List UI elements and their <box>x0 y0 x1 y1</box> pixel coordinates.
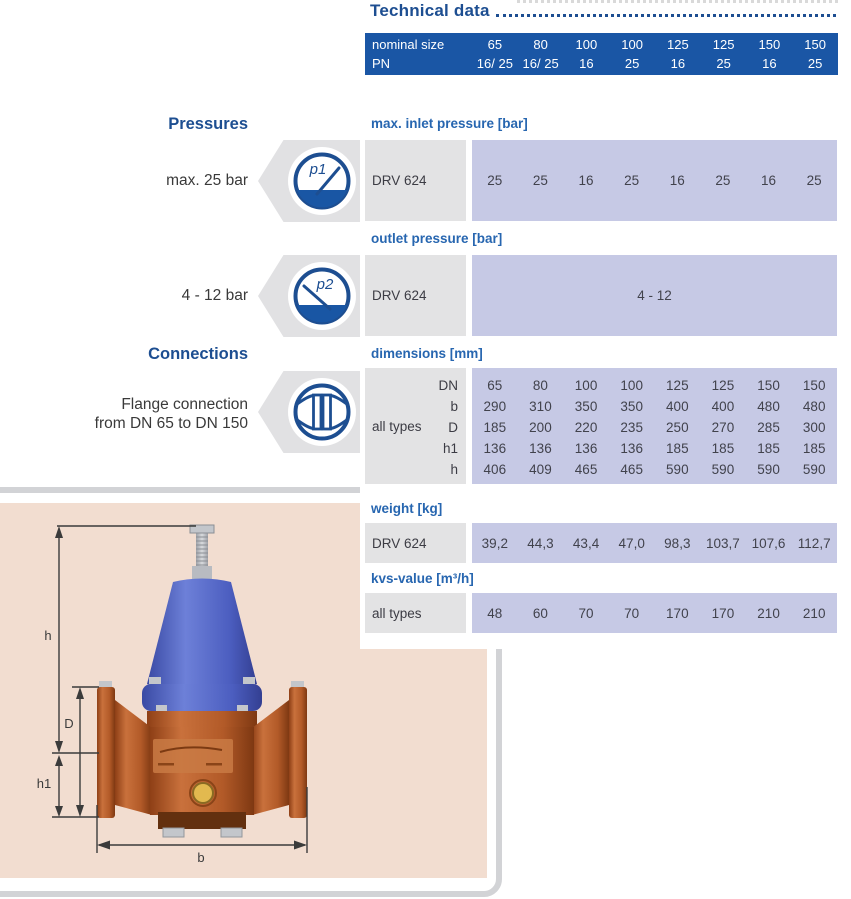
kvs-row <box>365 593 837 633</box>
nominal-size-table <box>365 33 838 75</box>
p2-label: p2 <box>316 276 334 293</box>
dimension-value: 310 <box>529 399 552 414</box>
nominal-size-value: 150 <box>758 37 781 52</box>
dimension-value: 65 <box>487 378 503 393</box>
dimension-value: 136 <box>620 441 643 456</box>
weight-value: 43,4 <box>572 535 600 551</box>
pn-value: 25 <box>624 56 640 71</box>
dimension-value: 125 <box>711 378 735 393</box>
inlet-pressure-value: 25 <box>806 173 822 188</box>
technical-data-column <box>365 0 838 660</box>
row-label: DRV 624 <box>365 255 466 336</box>
dimension-value: 136 <box>574 441 598 456</box>
dimension-value: 80 <box>532 378 548 393</box>
dimension-value: 406 <box>483 462 507 477</box>
kvs-value: 170 <box>666 605 689 621</box>
dim-row-h1 <box>472 438 837 459</box>
nominal-size-value: 125 <box>667 37 689 52</box>
dimension-value: 200 <box>529 420 552 435</box>
dim-name: h <box>450 462 458 477</box>
inlet-pressure-values <box>472 140 837 221</box>
weight-value: 98,3 <box>664 535 691 551</box>
dim-name: D <box>448 420 458 435</box>
pn-value: 16 <box>762 56 777 71</box>
dimension-value: 235 <box>620 420 643 435</box>
nominal-size-value: 80 <box>533 37 548 52</box>
outlet-pressure-label: outlet pressure [bar] <box>371 231 503 246</box>
title-dotted-line <box>496 14 836 17</box>
nominal-size-value: 125 <box>712 37 735 52</box>
row-label: PN <box>372 56 391 71</box>
dimension-value: 350 <box>620 399 643 414</box>
kvs-value: 210 <box>802 605 826 621</box>
flange-connection-line2: from DN 65 to DN 150 <box>94 415 248 432</box>
dimension-value: 136 <box>483 441 507 456</box>
title-row <box>370 1 838 21</box>
dimension-value: 590 <box>802 462 826 477</box>
pn-value: 16/ 25 <box>522 56 559 71</box>
pn-value: 16 <box>579 56 594 71</box>
inlet-pressure-value: 25 <box>624 173 640 188</box>
pn-value: 16 <box>670 56 686 71</box>
connections-heading: Connections <box>148 345 248 363</box>
kvs-value: 70 <box>578 605 594 621</box>
weight-value: 107,6 <box>751 535 786 551</box>
inlet-pressure-value: 25 <box>715 173 731 188</box>
p1-gauge-icon <box>284 143 360 219</box>
nominal-size-value: 100 <box>575 37 598 52</box>
kvs-value: 60 <box>532 605 548 621</box>
dimensions-row-head <box>365 368 466 484</box>
dimension-value: 590 <box>757 462 780 477</box>
inlet-pressure-value: 25 <box>532 173 548 188</box>
dimension-value: 590 <box>666 462 689 477</box>
flange-connection-icon <box>284 374 360 450</box>
row-label: all types <box>372 418 422 434</box>
weight-value: 39,2 <box>481 535 508 551</box>
weight-value: 112,7 <box>797 535 831 551</box>
kvs-value: 70 <box>624 605 640 621</box>
kvs-value: 170 <box>711 605 735 621</box>
dim-row-dn <box>472 375 837 396</box>
dimension-value: 220 <box>574 420 598 435</box>
p2-gauge-icon <box>284 258 360 334</box>
weight-value: 44,3 <box>527 535 554 551</box>
flange-connection-line1: Flange connection <box>121 396 248 413</box>
row-label: DRV 624 <box>365 523 466 563</box>
inlet-pressure-value: 16 <box>761 173 777 188</box>
kvs-values <box>472 593 837 633</box>
row-label: DRV 624 <box>365 140 466 221</box>
dim-name: h1 <box>442 441 458 456</box>
dimensions-table <box>365 368 837 484</box>
valve-body <box>97 525 307 837</box>
dimension-value: 400 <box>711 399 735 414</box>
dimension-value: 590 <box>711 462 735 477</box>
max-inlet-pressure-text: max. 25 bar <box>166 172 248 189</box>
nominal-size-row <box>365 35 838 54</box>
dimension-value: 400 <box>666 399 689 414</box>
dimension-value: 100 <box>574 378 598 393</box>
dimension-value: 125 <box>666 378 689 393</box>
dimension-value: 480 <box>802 399 826 414</box>
weight-value: 47,0 <box>618 535 645 551</box>
dimension-value: 185 <box>483 420 507 435</box>
dimension-value: 285 <box>757 420 780 435</box>
kvs-value: 210 <box>757 605 780 621</box>
dimension-value: 150 <box>802 378 826 393</box>
pressures-heading: Pressures <box>168 115 248 133</box>
dim-row-d <box>472 417 837 438</box>
nominal-size-value: 65 <box>487 37 503 52</box>
p1-label: p1 <box>309 161 327 178</box>
dimension-value: 480 <box>757 399 780 414</box>
pn-row <box>365 54 838 73</box>
dimension-names <box>432 368 466 484</box>
pn-value: 25 <box>716 56 731 71</box>
dim-label-b: b <box>197 850 205 865</box>
dimension-value: 250 <box>666 420 689 435</box>
dim-name: DN <box>438 378 458 393</box>
p1-gauge-badge <box>258 140 360 222</box>
dimension-value: 185 <box>757 441 780 456</box>
row-label: nominal size <box>372 37 445 52</box>
nominal-size-value: 150 <box>804 37 826 52</box>
dim-name: b <box>450 399 458 414</box>
outlet-pressure-row <box>365 255 837 336</box>
dimension-value: 150 <box>757 378 780 393</box>
dim-label-h: h <box>44 628 52 643</box>
pn-value: 25 <box>807 56 823 71</box>
weight-row <box>365 523 837 563</box>
dim-label-h1: h1 <box>36 776 52 791</box>
kvs-value: 48 <box>487 605 503 621</box>
dimension-value: 185 <box>802 441 826 456</box>
p2-gauge-badge <box>258 255 360 337</box>
row-label: all types <box>365 593 466 633</box>
top-dotted-line <box>517 0 838 3</box>
weight-values <box>472 523 837 563</box>
weight-value: 103,7 <box>706 535 740 551</box>
dimension-value: 185 <box>666 441 689 456</box>
dimension-value: 100 <box>620 378 643 393</box>
dimensions-values <box>472 368 837 484</box>
dimensions-label: dimensions [mm] <box>371 346 483 361</box>
dimension-value: 136 <box>529 441 552 456</box>
flange-badge <box>258 371 360 453</box>
kvs-label: kvs-value [m³/h] <box>371 571 474 586</box>
inlet-pressure-row <box>365 140 837 221</box>
dim-row-b <box>472 396 837 417</box>
flange-connection-text <box>95 395 248 433</box>
dimension-value: 290 <box>483 399 507 414</box>
dimension-value: 185 <box>711 441 735 456</box>
dimension-value: 409 <box>529 462 552 477</box>
outlet-pressure-text: 4 - 12 bar <box>181 287 248 304</box>
inlet-pressure-value: 25 <box>487 173 503 188</box>
weight-label: weight [kg] <box>371 501 443 516</box>
outlet-pressure-values <box>472 255 837 336</box>
nominal-size-value: 100 <box>621 37 643 52</box>
nominal-size-values <box>472 37 838 52</box>
dimension-value: 465 <box>574 462 598 477</box>
outlet-pressure-value: 4 - 12 <box>637 288 672 303</box>
dim-label-d: D <box>64 716 74 731</box>
inlet-pressure-label: max. inlet pressure [bar] <box>371 116 528 131</box>
pn-value: 16/ 25 <box>476 56 513 71</box>
dimension-value: 350 <box>574 399 598 414</box>
dimension-value: 270 <box>711 420 735 435</box>
inlet-pressure-value: 16 <box>578 173 594 188</box>
page-title: Technical data <box>370 1 490 20</box>
dimension-value: 300 <box>802 420 826 435</box>
pn-values <box>472 56 838 71</box>
dimension-value: 465 <box>620 462 643 477</box>
inlet-pressure-value: 16 <box>669 173 685 188</box>
dim-row-h <box>472 459 837 480</box>
